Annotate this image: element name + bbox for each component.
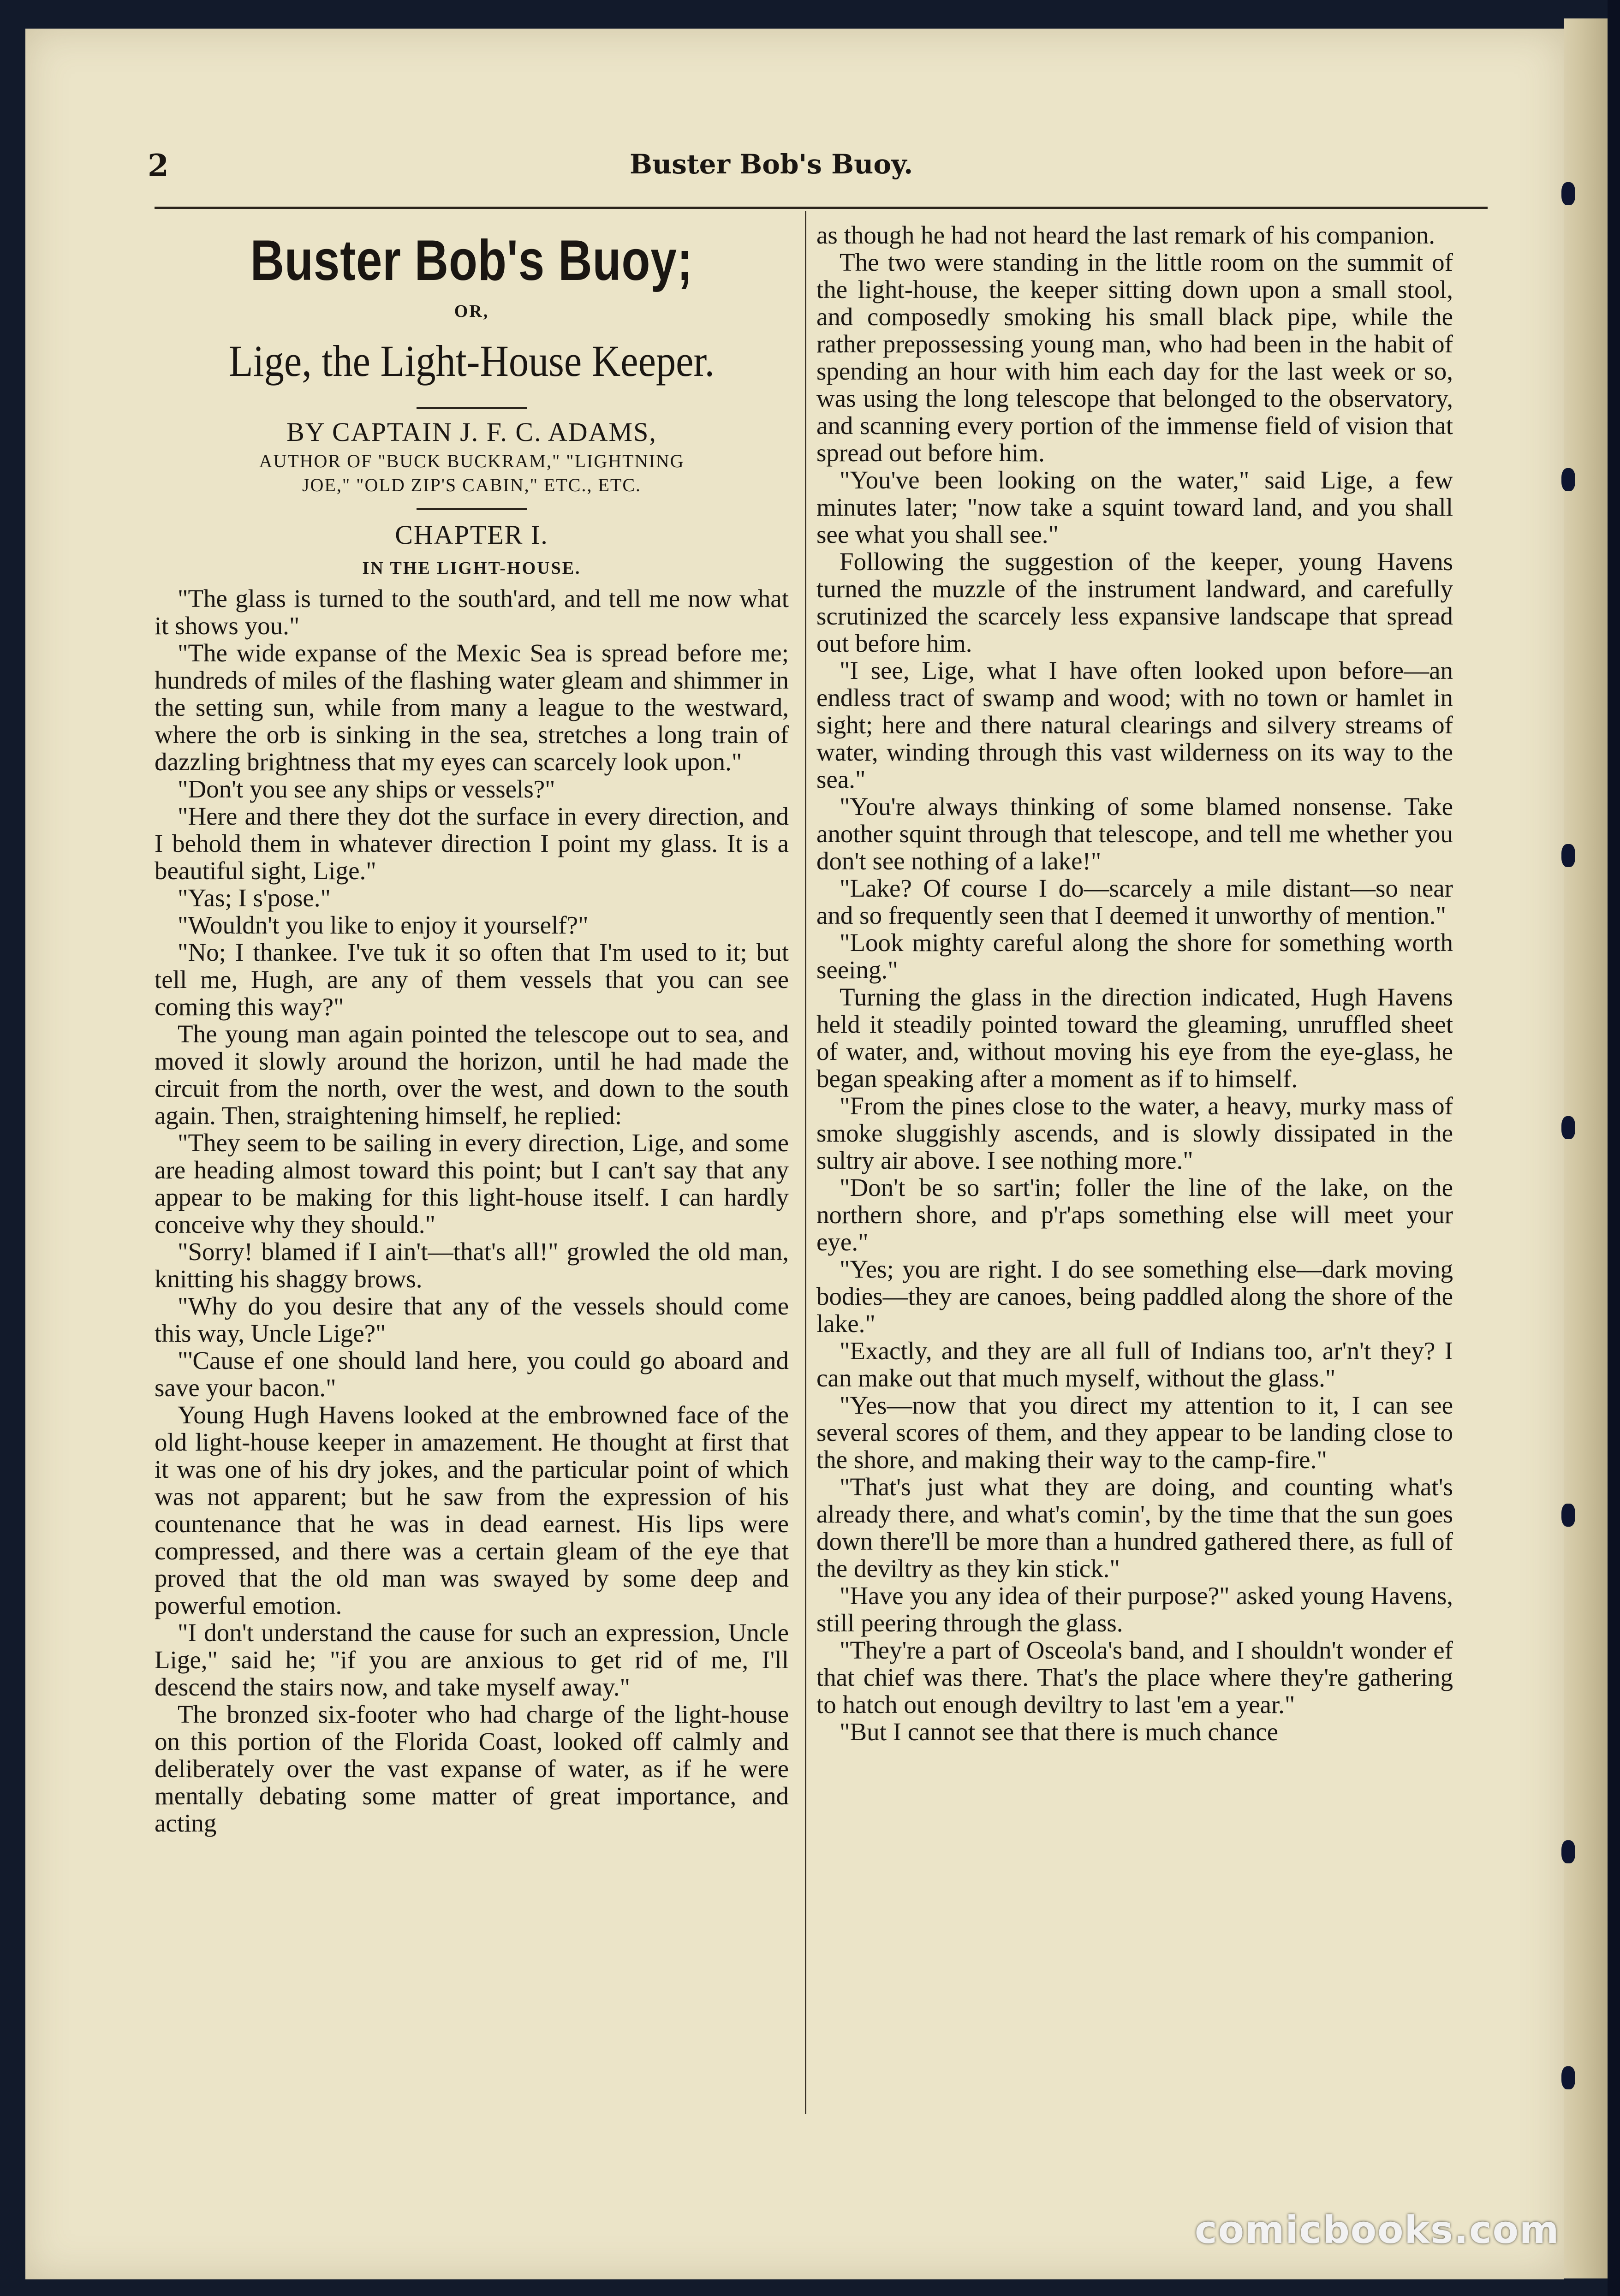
binding-thread [1561, 2066, 1575, 2089]
paragraph: "Wouldn't you like to enjoy it yourself?" [178, 911, 589, 939]
binding-thread [1561, 1840, 1575, 1863]
title-or: OR, [454, 302, 489, 321]
paragraph: Young Hugh Havens looked at the embrowned face of the old light-house keeper in amazement. He thought at first that it was one of his dry jokes, and the particular point of which was not apparent; but he saw from the expression of his countenance that he was in dead earnest. His lips were compressed, and there was a certain gleam of the eye that proved that the old man was swayed by some deep and powerful emotion. [155, 1401, 789, 1619]
byline: BY CAPTAIN J. F. C. ADAMS, [286, 417, 657, 447]
paragraph: The two were standing in the little room on the summit of the light-house, the keeper sitting down upon a small stool, and composedly smoking his small black pipe, while the rather prepossessing young man, who had been in the habit of spending an hour with him each day for the last week or so, was using the long telescope that belonged to the observatory, and scanning every portion of the immense field of vision that spread out before him. [816, 248, 1453, 467]
title-rule [417, 407, 527, 409]
paragraph: "But I cannot see that there is much chance [840, 1718, 1278, 1746]
paragraph: "No; I thankee. I've tuk it so often that I'm used to it; but tell me, Hugh, are any of them vessels that you can see coming this way?" [155, 938, 789, 1021]
paragraph: "From the pines close to the water, a heavy, murky mass of smoke sluggishly ascends, and is slowly dissipated in the sultry air above. I see nothing more." [816, 1092, 1453, 1174]
binding-thread [1561, 468, 1575, 491]
paragraph: "Don't you see any ships or vessels?" [178, 775, 555, 803]
paragraph: "You've been looking on the water," said Lige, a few minutes later; "now take a squint toward land, and you shall see what you shall see." [816, 466, 1453, 548]
author-credits-line: AUTHOR OF "BUCK BUCKRAM," "LIGHTNING [259, 451, 685, 471]
left-column [155, 217, 789, 1837]
paragraph: "'Cause ef one should land here, you could go aboard and save your bacon." [155, 1346, 789, 1402]
paragraph: "Sorry! blamed if I ain't—that's all!" growled the old man, knitting his shaggy brows. [155, 1237, 789, 1293]
paragraph: "I don't understand the cause for such an expression, Uncle Lige," said he; "if you are anxious to get rid of me, I'll descend the stairs now, and take myself away." [155, 1618, 789, 1701]
paragraph: Following the suggestion of the keeper, young Havens turned the muzzle of the instrument landward, and carefully scrutinized the scarcely less expansive landscape that spread out before him. [816, 547, 1453, 657]
paragraph: "I see, Lige, what I have often looked upon before—an endless tract of swamp and wood; with no town or hamlet in sight; here and there natural clearings and silvery streams of water, winding through this vast wilderness on its way to the sea." [816, 656, 1453, 793]
paragraph: The bronzed six-footer who had charge of the light-house on this portion of the Florida Coast, looked off calmly and deliberately over the vast expanse of water, as if he were mentally debating some matter of great importance, and acting [155, 1700, 789, 1837]
chapter-heading: CHAPTER I. [395, 520, 548, 550]
author-credits-line: JOE," "OLD ZIP'S CABIN," ETC., ETC. [302, 475, 642, 495]
paragraph: The young man again pointed the telescope out to sea, and moved it slowly around the horizon, until he had made the circuit from the north, over the west, and down to the south again. Then, straightening himself, he replied: [155, 1020, 789, 1130]
paragraph: "They're a part of Osceola's band, and I shouldn't wonder ef that chief was there. That's the place where they're gathering to hatch out enough deviltry to last 'em a year." [816, 1636, 1453, 1719]
paragraph: "You're always thinking of some blamed nonsense. Take another squint through that telescope, and tell me whether you don't see nothing of a lake!" [816, 792, 1453, 875]
author-credits [155, 449, 789, 497]
paragraph: "Here and there they dot the surface in every direction, and I behold them in whatever direction I point my glass. It is a beautiful sight, Lige." [155, 802, 789, 885]
binding-thread [1561, 1504, 1575, 1527]
paragraph: "Why do you desire that any of the vessels should come this way, Uncle Lige?" [155, 1292, 789, 1347]
paragraph: "Have you any idea of their purpose?" asked young Havens, still peering through the glass. [816, 1582, 1453, 1637]
paragraph: "The glass is turned to the south'ard, and tell me now what it shows you." [155, 584, 789, 640]
scan-border [1608, 0, 1620, 2296]
right-column [816, 221, 1453, 1745]
running-head [125, 138, 1462, 189]
page-number: 2 [148, 148, 169, 184]
header-rule [155, 207, 1488, 209]
watermark: comicbooks.com [1195, 2208, 1560, 2252]
paragraph: "Look mighty careful along the shore for something worth seeing." [816, 928, 1453, 984]
paragraph: "Don't be so sart'in; foller the line of the lake, on the northern shore, and p'r'aps something else will meet your eye." [816, 1173, 1453, 1256]
binding-thread [1561, 182, 1575, 205]
binding-thread [1561, 844, 1575, 867]
paragraph: "Exactly, and they are all full of Indians too, ar'n't they? I can make out that much myself, without the glass." [816, 1337, 1453, 1392]
paragraph: Turning the glass in the direction indicated, Hugh Havens held it steadily pointed toward the gleaming, unruffled sheet of water, and, without moving his eye from the eye-glass, he began speaking after a moment as if to himself. [816, 983, 1453, 1093]
page-edge-binding [1564, 18, 1608, 2278]
story-subtitle: Lige, the Light-House Keeper. [228, 336, 715, 386]
paragraph: "The wide expanse of the Mexic Sea is spread before me; hundreds of miles of the flashing water gleam and shimmer in the setting sun, while from many a league to the westward, where the orb is sinking in the sea, stretches a long train of dazzling brightness that my eyes can scarcely look upon." [155, 639, 789, 776]
paragraph: "They seem to be sailing in every direction, Lige, and some are heading almost toward this point; but I can't say that any appear to be making for this light-house itself. I can hardly conceive why they should." [155, 1129, 789, 1238]
paragraph: "Yas; I s'pose." [178, 884, 331, 912]
paragraph: "Lake? Of course I do—scarcely a mile distant—so near and so frequently seen that I deemed it unworthy of mention." [816, 874, 1453, 929]
paragraph: "Yes; you are right. I do see something else—dark moving bodies—they are canoes, being paddled along the shore of the lake." [816, 1255, 1453, 1338]
chapter-rule [417, 508, 527, 510]
chapter-title: IN THE LIGHT-HOUSE. [362, 559, 581, 578]
story-title: Buster Bob's Buoy; [250, 229, 693, 292]
running-title: Buster Bob's Buoy. [630, 149, 913, 180]
column-divider [805, 211, 806, 2114]
paragraph: as though he had not heard the last remark of his companion. [816, 221, 1435, 249]
binding-thread [1561, 1116, 1575, 1139]
paragraph: "Yes—now that you direct my attention to it, I can see several scores of them, and they appear to be landing close to the shore, and making their way to the camp-fire." [816, 1391, 1453, 1474]
paragraph: "That's just what they are doing, and counting what's already there, and what's comin', by the time that the sun goes down there'll be more than a hundred gathered there, as full of the deviltry as they kin stick." [816, 1473, 1453, 1582]
